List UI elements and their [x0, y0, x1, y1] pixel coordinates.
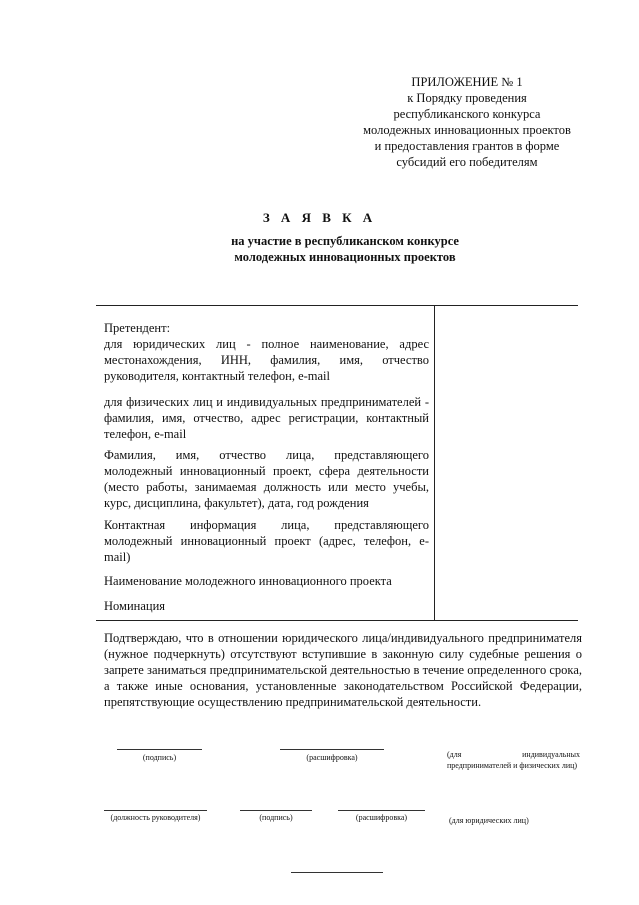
- document-title: З А Я В К А: [262, 210, 377, 225]
- form-column-divider: [434, 305, 435, 620]
- project-name-field: Наименование молодежного инновационного проекта: [104, 574, 392, 588]
- subtitle-line: молодежных инновационных проектов: [234, 250, 456, 264]
- representative-field: Фамилия, имя, отчество лица, представляющего молодежный инновационный проект, сфера деятельности (место работы, занимаемая должность или место учебы, курс, дисциплина, факультет), дата, год рождения: [104, 448, 429, 510]
- transcript-caption: (расшифровка): [306, 753, 358, 762]
- signature-caption: (подпись): [259, 813, 293, 822]
- document-subtitle: [210, 233, 480, 265]
- individuals-field: для физических лиц и индивидуальных предпринимателей - фамилия, имя, отчество, адрес регистрации, контактный телефон, e-mail: [104, 395, 429, 441]
- appendix-line: и предоставления грантов в форме: [374, 139, 560, 153]
- appendix-line: молодежных инновационных проектов: [363, 123, 571, 137]
- transcript-line: [338, 810, 425, 811]
- signature-caption: (подпись): [142, 753, 177, 762]
- signature-line: [117, 749, 202, 750]
- nomination-field: Номинация: [104, 599, 166, 613]
- applicant-label: Претендент:: [104, 321, 171, 335]
- form-top-border: [96, 305, 578, 306]
- appendix-line: к Порядку проведения: [407, 91, 527, 105]
- subtitle-line: на участие в республиканском конкурсе: [231, 234, 459, 248]
- date-line: [291, 872, 383, 873]
- appendix-header: [352, 74, 582, 170]
- confirmation-text: Подтверждаю, что в отношении юридического лица/индивидуального предпринимателя (нужное подчеркнуть) отсутствуют вступившие в законную силу судебные решения о запрете заниматься предпринимательской деятельностью в течение определенного срока, а также иные основания, установленные законодательством Российской Федерации, препятствующие осуществлению предпринимательской деятельности.: [104, 631, 582, 709]
- contact-info-field: Контактная информация лица, представляющего молодежный инновационный проект (адрес, телефон, e-mail): [104, 518, 429, 564]
- form-bottom-border: [96, 620, 578, 621]
- position-line: [104, 810, 207, 811]
- transcript-line: [280, 749, 384, 750]
- appendix-line: республиканского конкурса: [393, 107, 541, 121]
- transcript-caption: (расшифровка): [355, 813, 408, 822]
- legal-entities-field: для юридических лиц - полное наименование, адрес местонахождения, ИНН, фамилия, имя, отчество руководителя, контактный телефон, e-mail: [104, 337, 429, 383]
- appendix-line: субсидий его победителям: [396, 155, 538, 169]
- position-caption: (должность руководителя): [110, 813, 201, 822]
- appendix-line: ПРИЛОЖЕНИЕ № 1: [411, 75, 523, 89]
- signature-line: [240, 810, 312, 811]
- legal-entities-note: (для юридических лиц): [449, 816, 529, 825]
- individuals-note: (для индивидуальных предпринимателей и физических лиц): [447, 750, 580, 770]
